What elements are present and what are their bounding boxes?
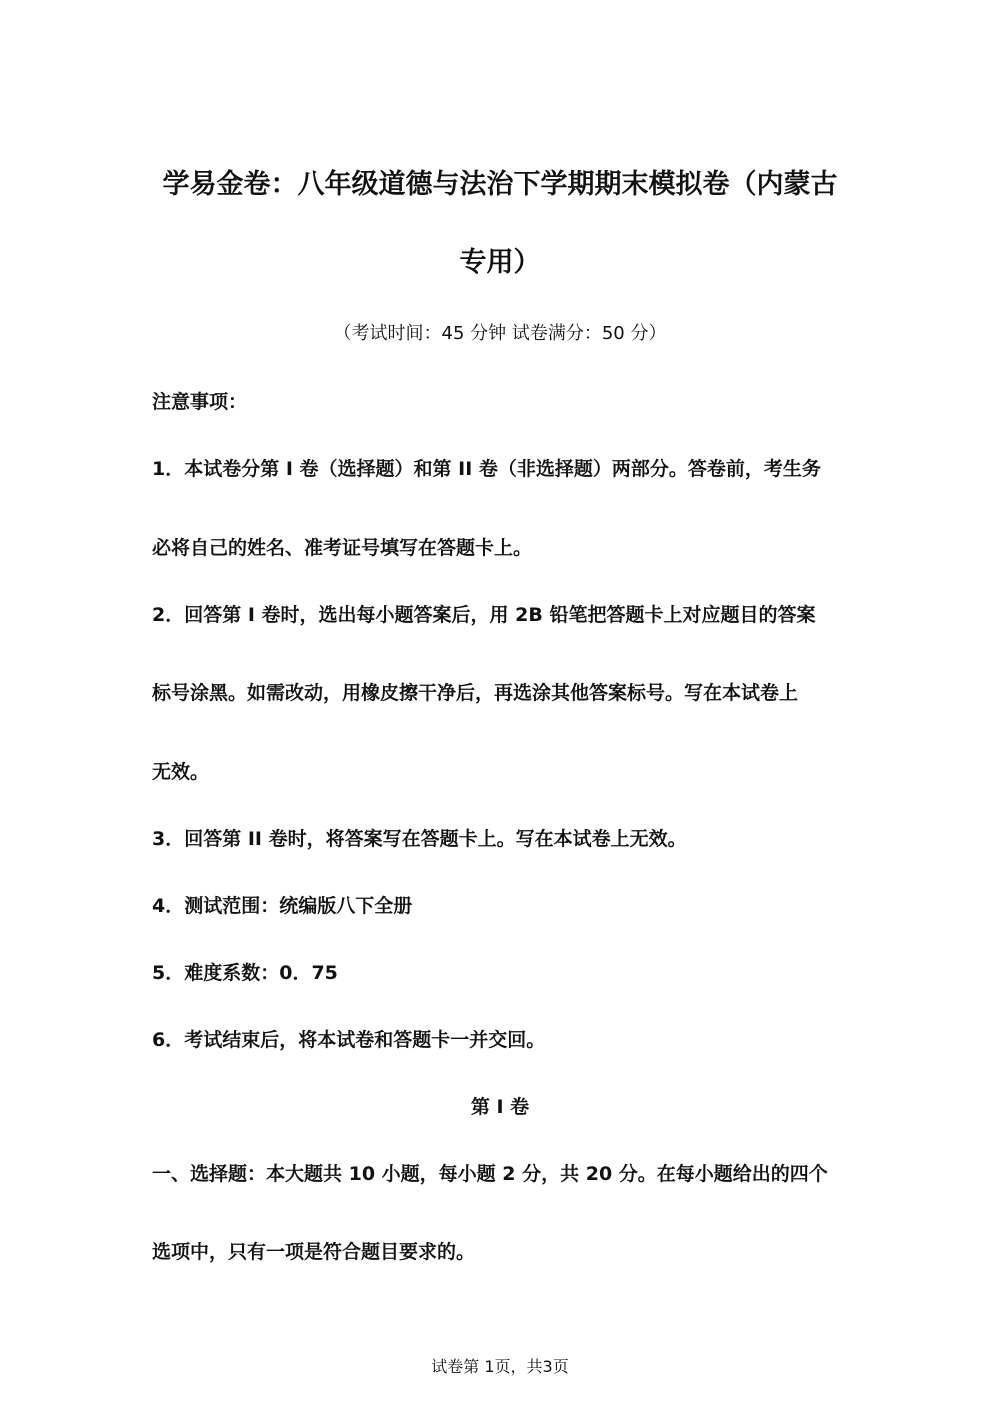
exam-title-line-1: 学易金卷：八年级道德与法治下学期期末模拟卷（内蒙古 — [162, 169, 838, 200]
section-instruction-line-1: 一、选择题：本大题共 10 小题，每小题 2 分，共 20 分。在每小题给出的四个 — [152, 1163, 828, 1185]
note-line: 2．回答第 I 卷时，选出每小题答案后，用 2B 铅笔把答题卡上对应题目的答案 — [152, 604, 816, 626]
note-line: 5．难度系数：0．75 — [152, 962, 338, 984]
exam-time-and-score: （考试时间：45 分钟 试卷满分：50 分） — [333, 323, 667, 344]
note-line: 3．回答第 II 卷时，将答案写在答题卡上。写在本试卷上无效。 — [152, 828, 687, 850]
page-footer: 试卷第 1页，共3页 — [431, 1357, 569, 1376]
note-line: 6．考试结束后，将本试卷和答题卡一并交回。 — [152, 1029, 546, 1051]
notes-heading: 注意事项： — [152, 391, 248, 413]
section-instruction-line-2: 选项中，只有一项是符合题目要求的。 — [152, 1241, 476, 1263]
note-line: 标号涂黑。如需改动，用橡皮擦干净后，再选涂其他答案标号。写在本试卷上 — [152, 682, 799, 704]
note-line: 4．测试范围：统编版八下全册 — [152, 895, 413, 917]
exam-title-line-2: 专用） — [459, 247, 541, 278]
note-line: 必将自己的姓名、准考证号填写在答题卡上。 — [152, 537, 533, 559]
note-line: 无效。 — [152, 761, 210, 783]
section-heading: 第 I 卷 — [470, 1096, 530, 1118]
note-line: 1．本试卷分第 I 卷（选择题）和第 II 卷（非选择题）两部分。答卷前，考生务 — [152, 458, 821, 480]
